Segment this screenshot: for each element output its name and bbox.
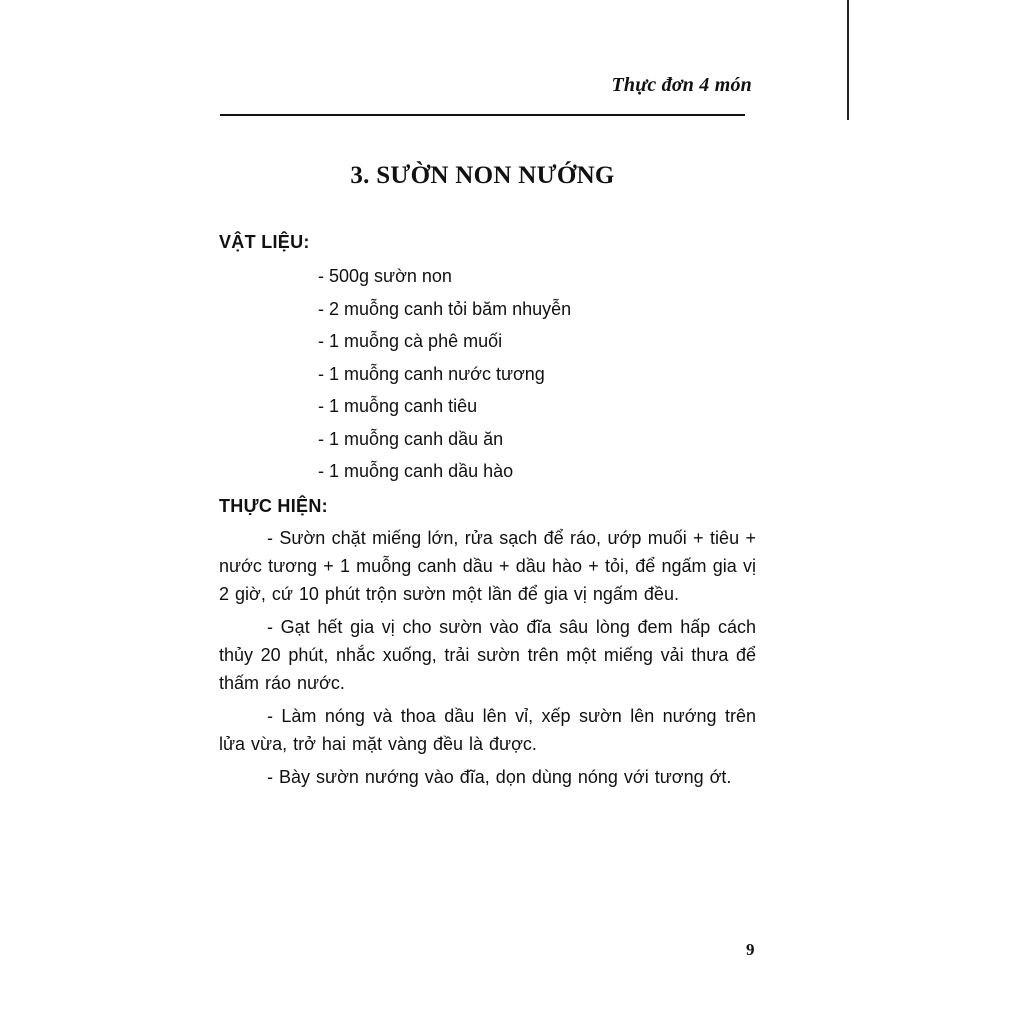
method-step: - Gạt hết gia vị cho sườn vào đĩa sâu lòng đem hấp cách thủy 20 phút, nhắc xuống, trải sườn trên một miếng vải thưa để thấm ráo nước. [219, 617, 756, 693]
ingredient-item: - 1 muỗng canh tiêu [318, 396, 478, 416]
materials-heading: VẬT LIỆU: [219, 232, 310, 252]
header-rule [220, 114, 745, 116]
ingredient-item: - 500g sườn non [318, 266, 452, 286]
ingredient-item: - 1 muỗng canh nước tương [318, 363, 545, 384]
recipe-title: 3. SƯỜN NON NƯỚNG [350, 162, 615, 189]
method-steps [219, 524, 756, 796]
page-number: 9 [746, 940, 755, 959]
ingredient-list [318, 263, 571, 491]
method-step: - Bày sườn nướng vào đĩa, dọn dùng nóng với tương ớt. [267, 767, 732, 787]
ingredient-item: - 2 muỗng canh tỏi băm nhuyễn [318, 298, 572, 319]
method-heading: THỰC HIỆN: [219, 496, 328, 516]
ingredient-item: - 1 muỗng canh dầu hào [318, 461, 514, 481]
page-edge-line [847, 0, 849, 120]
ingredient-item: - 1 muỗng canh dầu ăn [318, 428, 504, 449]
running-header: Thực đơn 4 món [611, 74, 752, 96]
method-step: - Sườn chặt miếng lớn, rửa sạch để ráo, ướp muối + tiêu + nước tương + 1 muỗng canh dầu + dầu hào + tỏi, để ngấm gia vị 2 giờ, cứ 10 phút trộn sườn một lần để gia vị ngấm đều. [219, 528, 756, 604]
method-step: - Làm nóng và thoa dầu lên vỉ, xếp sườn lên nướng trên lửa vừa, trở hai mặt vàng đều là được. [219, 706, 756, 754]
ingredient-item: - 1 muỗng cà phê muối [318, 331, 503, 351]
